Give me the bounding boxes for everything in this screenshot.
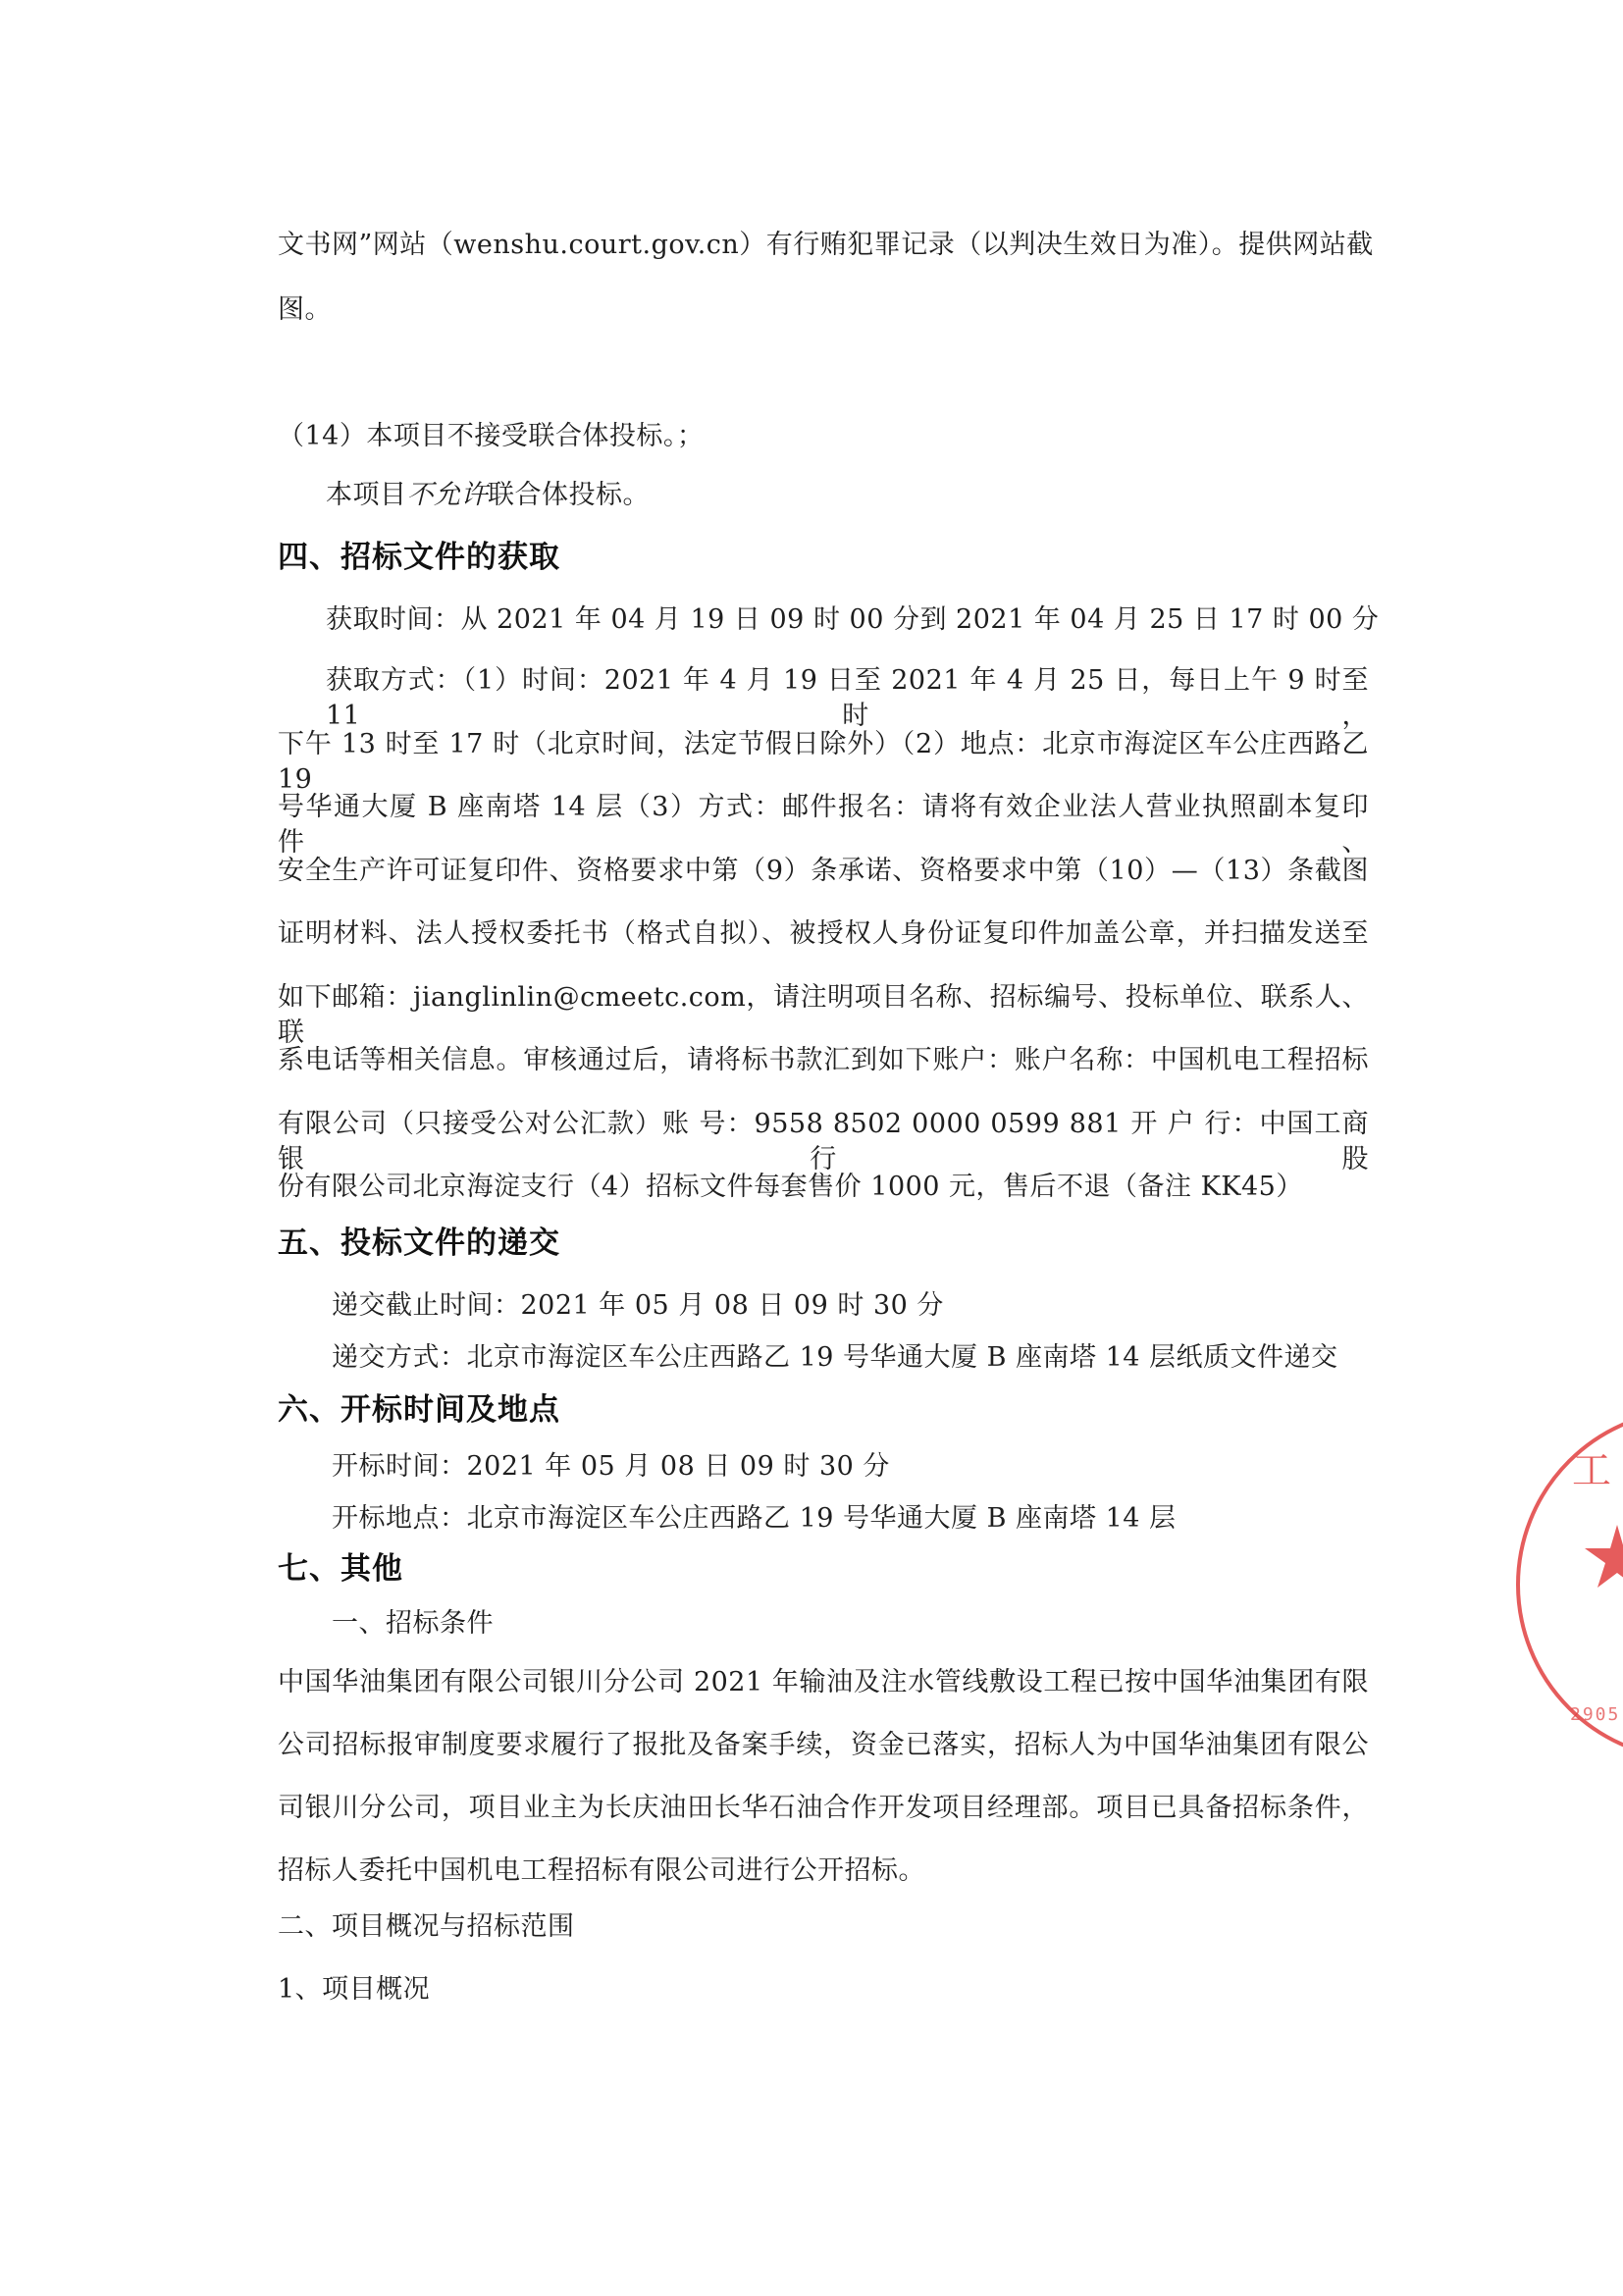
opening-place: 开标地点：北京市海淀区车公庄西路乙 19 号华通大厦 B 座南塔 14 层 [332, 1503, 1177, 1534]
paragraph-line: 招标人委托中国机电工程招标有限公司进行公开招标。 [278, 1855, 925, 1886]
paragraph-line: 司银川分公司，项目业主为长庆油田长华石油合作开发项目经理部。项目已具备招标条件， [278, 1793, 1369, 1823]
paragraph-line: 如下邮箱：jianglinlin@cmeetc.com，请注明项目名称、招标编号、投标单位、联系人、联 [278, 981, 1369, 1048]
note-emphasis: 不允许 [406, 480, 488, 510]
paragraph-line: 图。 [278, 294, 332, 325]
subsection-heading: 一、招标条件 [332, 1608, 494, 1639]
section-heading-5: 五、投标文件的递交 [278, 1226, 560, 1261]
paragraph-line: 公司招标报审制度要求履行了报批及备案手续，资金已落实，招标人为中国华油集团有限公 [278, 1730, 1369, 1760]
seal-star [1585, 1525, 1623, 1588]
acquisition-time: 获取时间：从 2021 年 04 月 19 日 09 时 00 分到 2021 年 04 月 25 日 17 时 00 分 [326, 604, 1380, 635]
paragraph-line: 证明材料、法人授权委托书（格式自拟）、被授权人身份证复印件加盖公章，并扫描发送至 [278, 918, 1369, 949]
paragraph-line: 下午 13 时至 17 时（北京时间，法定节假日除外）（2）地点：北京市海淀区车公庄西路乙 19 [278, 728, 1369, 795]
paragraph-line: 获取方式：（1）时间：2021 年 4 月 19 日至 2021 年 4 月 25 日，每日上午 9 时至 11 时， [326, 665, 1369, 731]
paragraph-line: 有限公司（只接受公对公汇款）账 号：9558 8502 0000 0599 881 开 户 行：中国工商银行股 [278, 1108, 1369, 1174]
note-text: 联合体投标。 [488, 480, 650, 510]
paragraph-line: 份有限公司北京海淀支行（4）招标文件每套售价 1000 元，售后不退（备注 KK45） [278, 1172, 1303, 1202]
list-item-14-note [326, 478, 650, 513]
paragraph-line: 系电话等相关信息。审核通过后，请将标书款汇到如下账户：账户名称：中国机电工程招标 [278, 1045, 1369, 1075]
seal-number: 2905 [1570, 1704, 1621, 1725]
subsection-heading: 1、项目概况 [278, 1974, 431, 2005]
paragraph-line: 文书网”网站（wenshu.court.gov.cn）有行贿犯罪记录（以判决生效日为准）。提供网站截 [278, 230, 1374, 260]
section-heading-7: 七、其他 [278, 1551, 403, 1587]
subsection-heading: 二、项目概况与招标范围 [278, 1911, 575, 1942]
opening-time: 开标时间：2021 年 05 月 08 日 09 时 30 分 [332, 1451, 890, 1482]
submit-method: 递交方式：北京市海淀区车公庄西路乙 19 号华通大厦 B 座南塔 14 层纸质文件递交 [332, 1342, 1338, 1373]
paragraph-line: 中国华油集团有限公司银川分公司 2021 年输油及注水管线敷设工程已按中国华油集团有限 [278, 1667, 1369, 1697]
note-text: 本项目 [326, 480, 407, 510]
paragraph-line: 安全生产许可证复印件、资格要求中第（9）条承诺、资格要求中第（10）—（13）条截图 [278, 855, 1369, 886]
paragraph-line: 号华通大厦 B 座南塔 14 层（3）方式：邮件报名：请将有效企业法人营业执照副本复印件、 [278, 792, 1369, 858]
seal-character: 工 [1572, 1448, 1611, 1493]
section-heading-4: 四、招标文件的获取 [278, 540, 560, 575]
list-item-14: （14）本项目不接受联合体投标。； [278, 421, 705, 451]
red-seal-stamp [1511, 1413, 1623, 1786]
section-heading-6: 六、开标时间及地点 [278, 1392, 560, 1428]
submit-deadline: 递交截止时间：2021 年 05 月 08 日 09 时 30 分 [332, 1290, 944, 1321]
